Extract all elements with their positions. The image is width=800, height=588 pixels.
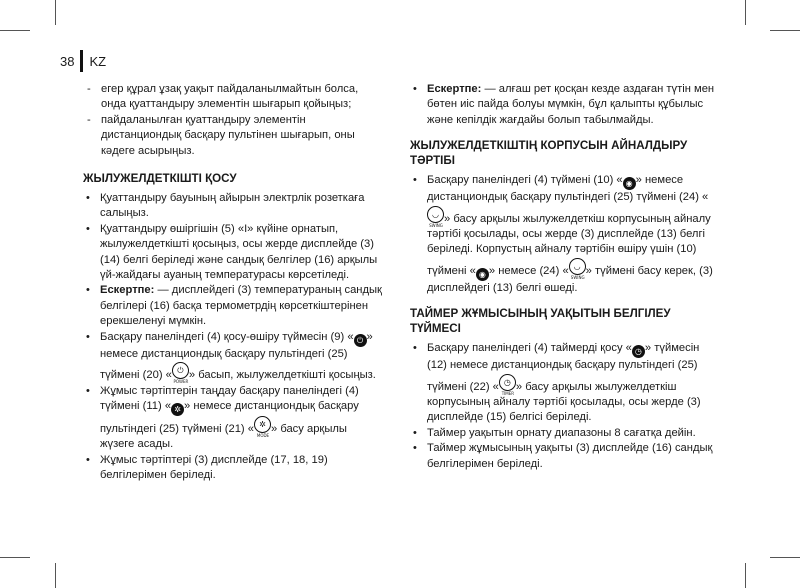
- list-item: • Қуаттандыру бауының айырын электрлік розеткаға салыңыз.: [86, 192, 365, 220]
- remote-swing-icon: ◡ SWING: [569, 258, 586, 275]
- language-code: KZ: [89, 53, 107, 69]
- list-item: • Қуаттандыру өшіргішін (5) «I» күйіне орнатып, жылужелдеткішті қосыңыз, осы жерде дисплейде (3) (14) белгі беріледі және сандық белгілер (16) арқылы үй-жайдағы ауаның температурасы көрсетіледі.: [86, 222, 378, 282]
- crop-mark: [745, 563, 746, 588]
- crop-mark: [745, 0, 746, 25]
- list-item: • Жұмыс тәртіптері (3) дисплейде (17, 18, 19) белгілерімен беріледі.: [86, 453, 328, 482]
- list-item: • Жұмыс тәртіптерін таңдау басқару панеліндегі (4) түймені (11) « ✲ » немесе дистанциондық басқару пультіндегі (25) түймені (21) « ✲ MODE » басу арқылы жүзеге асады.: [86, 384, 359, 451]
- list-item: • Басқару панеліндегі (4) түймені (10) « ◉ » немесе дистанциондық басқару пультіндегі (25) түймені (24) «◡ SWING » басу арқылы жылужелдеткіш корпусының айналу тәртібі қосылады, осы жерде (3) дисплейде (13) белгі беріледі. Корпустың айналу тәртібін өшіру үшін (10) түймені « ◉ » немесе (24) « ◡ SWING » түймені басу керек, (3) дисплейдегі (13) белгі өшеді.: [413, 174, 713, 294]
- crop-mark: [0, 557, 30, 558]
- mode-icon: ✲: [171, 403, 184, 416]
- left-column: [83, 82, 383, 484]
- list-item: - пайдаланылған қуаттандыру элементін дистанциондық басқару пультінен шығарып, оны кәдеге асырыңыз.: [87, 113, 355, 157]
- crop-mark: [770, 557, 800, 558]
- crop-mark: [0, 30, 30, 31]
- list-item: • Басқару панеліндегі (4) қосу-өшіру түймесін (9) « ⏻ » немесе дистанциондық басқару пультіндегі (25) түймені (20) « ⏻ POWER » басып, жылужелдеткішті қосыңыз.: [86, 330, 376, 385]
- section-heading-fan-on: ЖЫЛУЖЕЛДЕТКІШТІ ҚОСУ: [83, 172, 237, 186]
- crop-mark: [55, 563, 56, 588]
- right-column: [410, 82, 715, 472]
- crop-mark: [55, 0, 56, 25]
- remote-timer-icon: ◷ TIMER: [499, 374, 516, 391]
- power-icon: ⏻: [354, 334, 367, 347]
- page-header: [60, 50, 106, 72]
- list-item: • Ескертпе: — дисплейдегі (3) температураның сандық белгілері (16) басқа термометрдің көрсеткіштерінен ерекшеленуі мүмкін.: [86, 284, 382, 328]
- note-item: • Ескертпе: — алғаш рет қосқан кезде аздаған түтін мен бөтен иіс пайда болуы мүмкін, бұл қалыпты құбылыс және кепілдік жағдайы болып табылмайды.: [413, 83, 715, 126]
- timer-icon: ◷: [632, 345, 645, 358]
- crop-mark: [770, 30, 800, 31]
- section-heading-timer: ТАЙМЕР ЖҰМЫСЫНЫҢ УАҚЫТЫН БЕЛГІЛЕУ ТҮЙМЕСІ: [410, 307, 671, 336]
- list-item: • Таймер уақытын орнату диапазоны 8 сағатқа дейін.: [413, 426, 696, 439]
- list-item: - егер құрал ұзақ уақыт пайдаланылмайтын болса, онда қуаттандыру элементін шығарып қойыңыз;: [87, 83, 359, 111]
- list-item: • Басқару панеліндегі (4) таймерді қосу « ◷ » түймесін (12) немесе дистанциондық басқару пультіндегі (25) түймені (22) « ◷ TIMER » басу арқылы жылужелдеткіш корпусының айналу тәртібі қосылады, осы жерде (3) дисплейде (15) белгісі беріледі.: [413, 342, 701, 424]
- remote-mode-icon: ✲ MODE: [254, 416, 271, 433]
- swing-icon: ◉: [623, 177, 636, 190]
- swing-icon: ◉: [476, 268, 489, 281]
- remote-swing-icon: ◡ SWING: [427, 206, 444, 223]
- header-divider: [80, 50, 83, 72]
- list-item: • Таймер жұмысының уақыты (3) дисплейде (16) сандық белгілерімен беріледі.: [413, 442, 713, 470]
- section-heading-swing: ЖЫЛУЖЕЛДЕТКІШТІҢ КОРПУСЫН АЙНАЛДЫРУ ТӘРТІБІ: [410, 139, 688, 168]
- page-number: 38: [60, 53, 75, 69]
- remote-power-icon: ⏻ POWER: [172, 362, 189, 379]
